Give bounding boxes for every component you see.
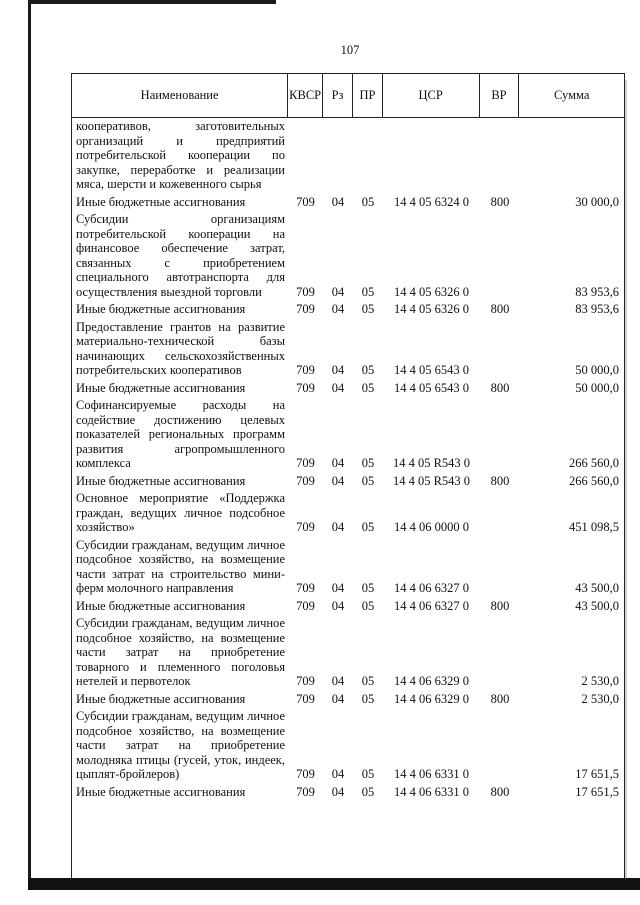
cell-vr: 800 (490, 380, 510, 395)
cell-csr: 14 4 06 6329 0 (394, 691, 469, 706)
cell-csr: 14 4 06 0000 0 (394, 520, 469, 534)
cell-pr: 05 (361, 380, 375, 395)
cell-rz: 04 (331, 194, 345, 209)
cell-sum: 266 560,0 (569, 456, 619, 470)
table-row (71, 615, 625, 691)
cell-rz: 04 (331, 380, 345, 395)
cell-pr: 05 (361, 784, 375, 799)
table-row (71, 490, 625, 537)
cell-csr: 14 4 05 R543 0 (392, 473, 471, 488)
cell-kvsr: 709 (296, 456, 315, 470)
cell-csr: 14 4 06 6327 0 (394, 598, 469, 613)
table-row (71, 691, 625, 709)
table-row (71, 319, 625, 380)
cell-rz: 04 (331, 363, 345, 377)
cell-sum: 43 500,0 (575, 581, 619, 595)
cell-vr: 800 (490, 473, 510, 488)
cell-rz: 04 (331, 767, 345, 781)
cell-name: Субсидии гражданам, ведущим личное подсобное хозяйство, на возмещение части затрат на строительство мини-ферм молочного направления (76, 537, 285, 595)
table-row (71, 194, 625, 212)
cell-kvsr: 709 (296, 784, 315, 799)
cell-rz: 04 (331, 520, 345, 534)
cell-pr: 05 (361, 598, 375, 613)
cell-pr: 05 (361, 581, 375, 595)
cell-kvsr: 709 (296, 380, 315, 395)
cell-name: Иные бюджетные ассигнования (76, 784, 246, 799)
cell-name: Предоставление грантов на развитие материально-технической базы начинающих сельскохозяйственных потребительских кооперативов (76, 319, 285, 377)
cell-kvsr: 709 (296, 302, 315, 316)
cell-name: Иные бюджетные ассигнования (76, 302, 246, 316)
cell-rz: 04 (331, 674, 345, 688)
cell-kvsr: 709 (296, 674, 315, 688)
cell-pr: 05 (361, 691, 375, 706)
scan-edge-left (28, 0, 31, 880)
table-row (71, 708, 625, 784)
cell-name: кооперативов, заготовительных организаций и предприятий потребительской кооперации по закупке, переработке и реализации мяса, шерсти и кожевенного сырья (76, 119, 285, 191)
cell-name: Иные бюджетные ассигнования (76, 691, 246, 706)
cell-vr: 800 (490, 598, 510, 613)
cell-sum: 83 953,6 (575, 284, 619, 299)
table-body (71, 118, 625, 801)
table-row (71, 380, 625, 398)
cell-vr: 800 (490, 784, 510, 799)
header-csr: ЦСР (383, 74, 480, 117)
cell-pr: 05 (361, 284, 375, 299)
cell-name: Софинансируемые расходы на содействие достижению целевых показателей региональных программ развития агропромышленного комплекса (76, 398, 285, 470)
page-number: 107 (340, 43, 360, 57)
cell-name: Иные бюджетные ассигнования (76, 194, 246, 209)
cell-sum: 2 530,0 (581, 691, 619, 706)
table-row (71, 784, 625, 802)
cell-sum: 43 500,0 (575, 598, 619, 613)
header-sum: Сумма (553, 88, 590, 102)
cell-sum: 30 000,0 (575, 194, 619, 209)
table-row (71, 537, 625, 598)
cell-pr: 05 (361, 363, 375, 377)
header-kvsr: КВСР (288, 74, 323, 117)
table-header (71, 73, 625, 118)
cell-pr: 05 (361, 767, 375, 781)
cell-kvsr: 709 (296, 363, 315, 377)
table-row (71, 301, 625, 319)
cell-rz: 04 (331, 598, 345, 613)
cell-name: Основное мероприятие «Поддержка граждан, ведущих личное подсобное хозяйство» (76, 491, 285, 534)
cell-kvsr: 709 (296, 194, 315, 209)
cell-kvsr: 709 (296, 691, 315, 706)
cell-kvsr: 709 (296, 767, 315, 781)
cell-name: Субсидии гражданам, ведущим личное подсобное хозяйство, на возмещение части затрат на приобретение товарного и племенного поголовья нетелей и первотелок (76, 616, 285, 688)
cell-sum: 50 000,0 (575, 363, 619, 377)
cell-sum: 17 651,5 (575, 784, 619, 799)
cell-sum: 266 560,0 (569, 473, 619, 488)
cell-pr: 05 (361, 302, 375, 316)
cell-rz: 04 (331, 581, 345, 595)
cell-name: Субсидии гражданам, ведущим личное подсобное хозяйство, на возмещение части затрат на приобретение молодняка птицы (гусей, уток, индеек, цыплят-бройлеров) (76, 709, 285, 781)
cell-csr: 14 4 05 6324 0 (394, 194, 469, 209)
cell-kvsr: 709 (296, 284, 315, 299)
cell-sum: 451 098,5 (569, 520, 619, 534)
cell-vr: 800 (490, 194, 510, 209)
cell-pr: 05 (361, 194, 375, 209)
cell-pr: 05 (361, 456, 375, 470)
cell-pr: 05 (361, 674, 375, 688)
cell-rz: 04 (331, 784, 345, 799)
cell-pr: 05 (361, 473, 375, 488)
header-rz: Рз (323, 74, 353, 117)
cell-rz: 04 (331, 302, 345, 316)
cell-vr: 800 (490, 302, 510, 316)
budget-table (71, 73, 625, 799)
cell-csr: 14 4 05 6543 0 (394, 380, 469, 395)
table-row (71, 598, 625, 616)
cell-csr: 14 4 06 6331 0 (394, 767, 469, 781)
cell-vr: 800 (490, 691, 510, 706)
cell-kvsr: 709 (296, 520, 315, 534)
table-row (71, 211, 625, 301)
cell-rz: 04 (331, 284, 345, 299)
cell-csr: 14 4 05 R543 0 (392, 456, 471, 470)
cell-csr: 14 4 05 6543 0 (394, 363, 469, 377)
cell-sum: 2 530,0 (581, 674, 619, 688)
header-name: Наименование (72, 74, 288, 117)
cell-sum: 17 651,5 (575, 767, 619, 781)
table-row (71, 473, 625, 491)
cell-csr: 14 4 05 6326 0 (394, 284, 469, 299)
cell-sum: 50 000,0 (575, 380, 619, 395)
table-row (71, 118, 625, 194)
cell-rz: 04 (331, 456, 345, 470)
cell-csr: 14 4 06 6331 0 (394, 784, 469, 799)
cell-name: Иные бюджетные ассигнования (76, 380, 246, 395)
cell-csr: 14 4 06 6327 0 (394, 581, 469, 595)
header-pr: ПР (353, 74, 383, 117)
table-row (71, 397, 625, 473)
cell-kvsr: 709 (296, 581, 315, 595)
cell-csr: 14 4 05 6326 0 (394, 302, 469, 316)
cell-kvsr: 709 (296, 473, 315, 488)
cell-name: Субсидии организациям потребительской кооперации на финансовое обеспечение затрат, связанных с приобретением специального автотранспорта для осуществления выездной торговли (76, 212, 285, 299)
scan-edge-bottom (28, 878, 640, 890)
cell-sum: 83 953,6 (575, 302, 619, 316)
cell-rz: 04 (331, 691, 345, 706)
scan-edge-top (28, 0, 276, 4)
cell-rz: 04 (331, 473, 345, 488)
cell-pr: 05 (361, 520, 375, 534)
cell-name: Иные бюджетные ассигнования (76, 473, 246, 488)
cell-name: Иные бюджетные ассигнования (76, 598, 246, 613)
header-vr: ВР (480, 74, 520, 117)
cell-kvsr: 709 (296, 598, 315, 613)
cell-csr: 14 4 06 6329 0 (394, 674, 469, 688)
